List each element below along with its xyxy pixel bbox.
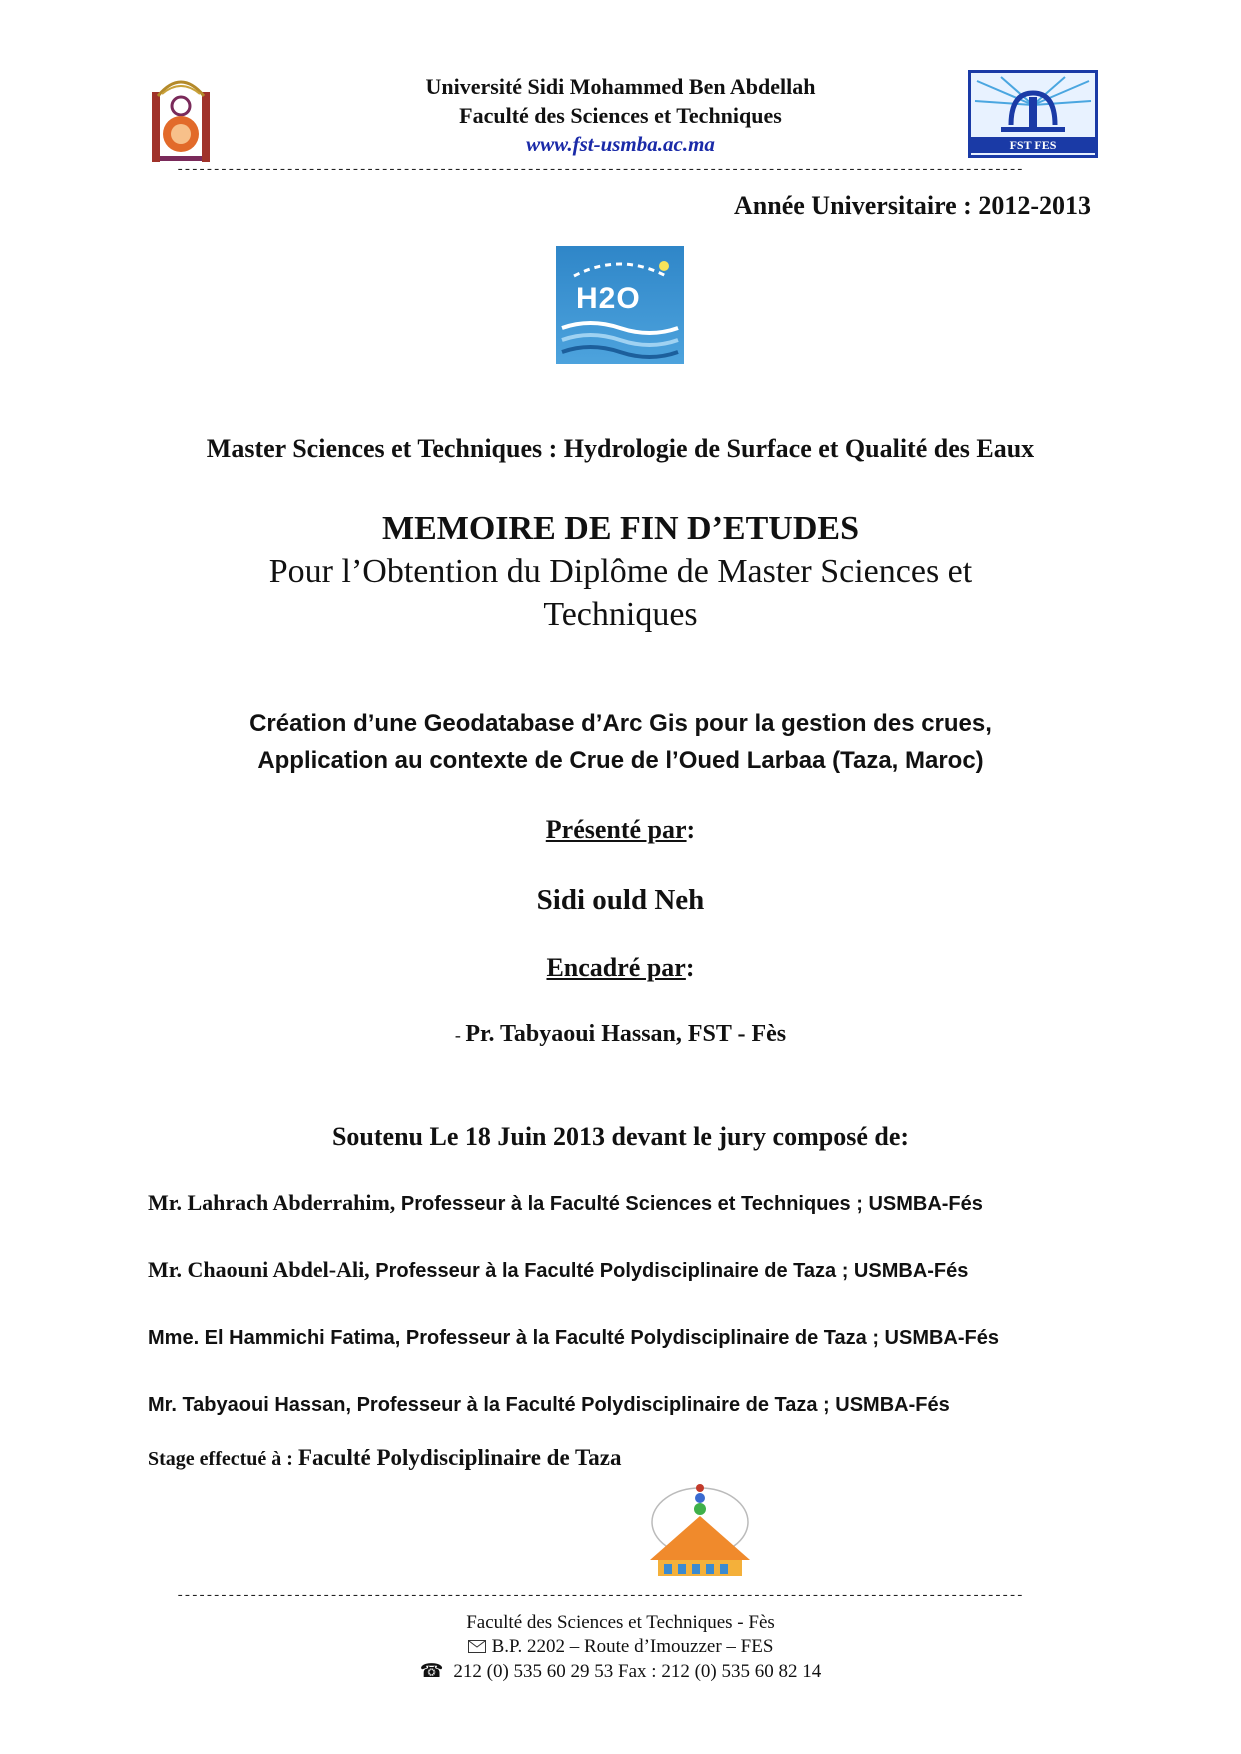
memoire-subtitle-line2: Techniques: [543, 596, 698, 633]
faculty-name: Faculté des Sciences et Techniques: [459, 103, 782, 128]
footer-separator: --------------------------------------------------------------------------------------------------------------------: [176, 1588, 1023, 1604]
taza-faculty-logo: [636, 1482, 764, 1582]
fst-fes-logo: [968, 70, 1098, 158]
memoire-title: MEMOIRE DE FIN D’ETUDES: [382, 510, 859, 547]
supervised-colon: :: [685, 953, 695, 982]
fst-fes-label: FST FES: [971, 137, 1095, 153]
memoire-subtitle-line1: Pour l’Obtention du Diplôme de Master Sciences et: [268, 553, 973, 590]
academic-year: Année Universitaire : 2012-2013: [734, 191, 1091, 220]
university-name: Université Sidi Mohammed Ben Abdellah: [425, 74, 816, 99]
footer-phone-fax: 212 (0) 535 60 29 53 Fax : 212 (0) 535 60 82 14: [453, 1661, 822, 1682]
presented-colon: :: [686, 815, 696, 844]
footer-line2: [0, 1636, 1241, 1658]
footer-address: B.P. 2202 – Route d’Imouzzer – FES: [491, 1636, 774, 1657]
header-separator: --------------------------------------------------------------------------------------------------------------------: [176, 162, 1023, 178]
supervised-by: [0, 953, 1241, 983]
master-title: Master Sciences et Techniques : Hydrologie de Surface et Qualité des Eaux: [206, 434, 1035, 463]
defense-line: Soutenu Le 18 Juin 2013 devant le jury composé de:: [331, 1122, 910, 1151]
jury-member-role: Mr. Tabyaoui Hassan, Professeur à la Faculté Polydisciplinaire de Taza ; USMBA-Fés: [148, 1394, 950, 1416]
jury-member-4: [148, 1391, 950, 1417]
jury-member-role: Professeur à la Faculté Sciences et Techniques ; USMBA-Fés: [395, 1193, 983, 1215]
author-name: Sidi ould Neh: [536, 884, 705, 916]
supervisor-name: Pr. Tabyaoui Hassan, FST - Fès: [465, 1021, 787, 1047]
thesis-title-line2: Application au contexte de Crue de l’Oued Larbaa (Taza, Maroc): [257, 747, 984, 774]
supervised-label: Encadré par: [546, 953, 686, 982]
jury-member-1: [148, 1190, 983, 1216]
jury-member-name: Mr. Lahrach Abderrahim,: [148, 1190, 396, 1215]
jury-member-name: Mr. Chaouni Abdel-Ali,: [148, 1257, 370, 1282]
supervisor-dash: -: [454, 1025, 466, 1045]
presented-label: Présenté par: [545, 815, 687, 844]
supervisor: [0, 1021, 1241, 1048]
footer-line1: Faculté des Sciences et Techniques - Fès: [466, 1612, 775, 1633]
website-link[interactable]: www.fst-usmba.ac.ma: [526, 132, 715, 156]
footer-line3: [0, 1660, 1241, 1683]
jury-member-2: [148, 1257, 968, 1283]
h2o-label: H2O: [576, 282, 641, 315]
internship-place: Faculté Polydisciplinaire de Taza: [297, 1445, 622, 1470]
mail-icon: [468, 1640, 486, 1653]
jury-member-role: Mme. El Hammichi Fatima, Professeur à la Faculté Polydisciplinaire de Taza ; USMBA-Fés: [148, 1327, 999, 1349]
presented-by: [0, 815, 1241, 845]
internship-label: Stage effectué à :: [148, 1448, 298, 1470]
jury-member-role: Professeur à la Faculté Polydisciplinaire de Taza ; USMBA-Fés: [369, 1260, 969, 1282]
phone-icon: ☎: [419, 1661, 444, 1682]
jury-member-3: [148, 1324, 999, 1350]
internship: [148, 1445, 621, 1471]
h2o-logo: [556, 246, 684, 364]
thesis-title-line1: Création d’une Geodatabase d’Arc Gis pour la gestion des crues,: [249, 710, 992, 737]
